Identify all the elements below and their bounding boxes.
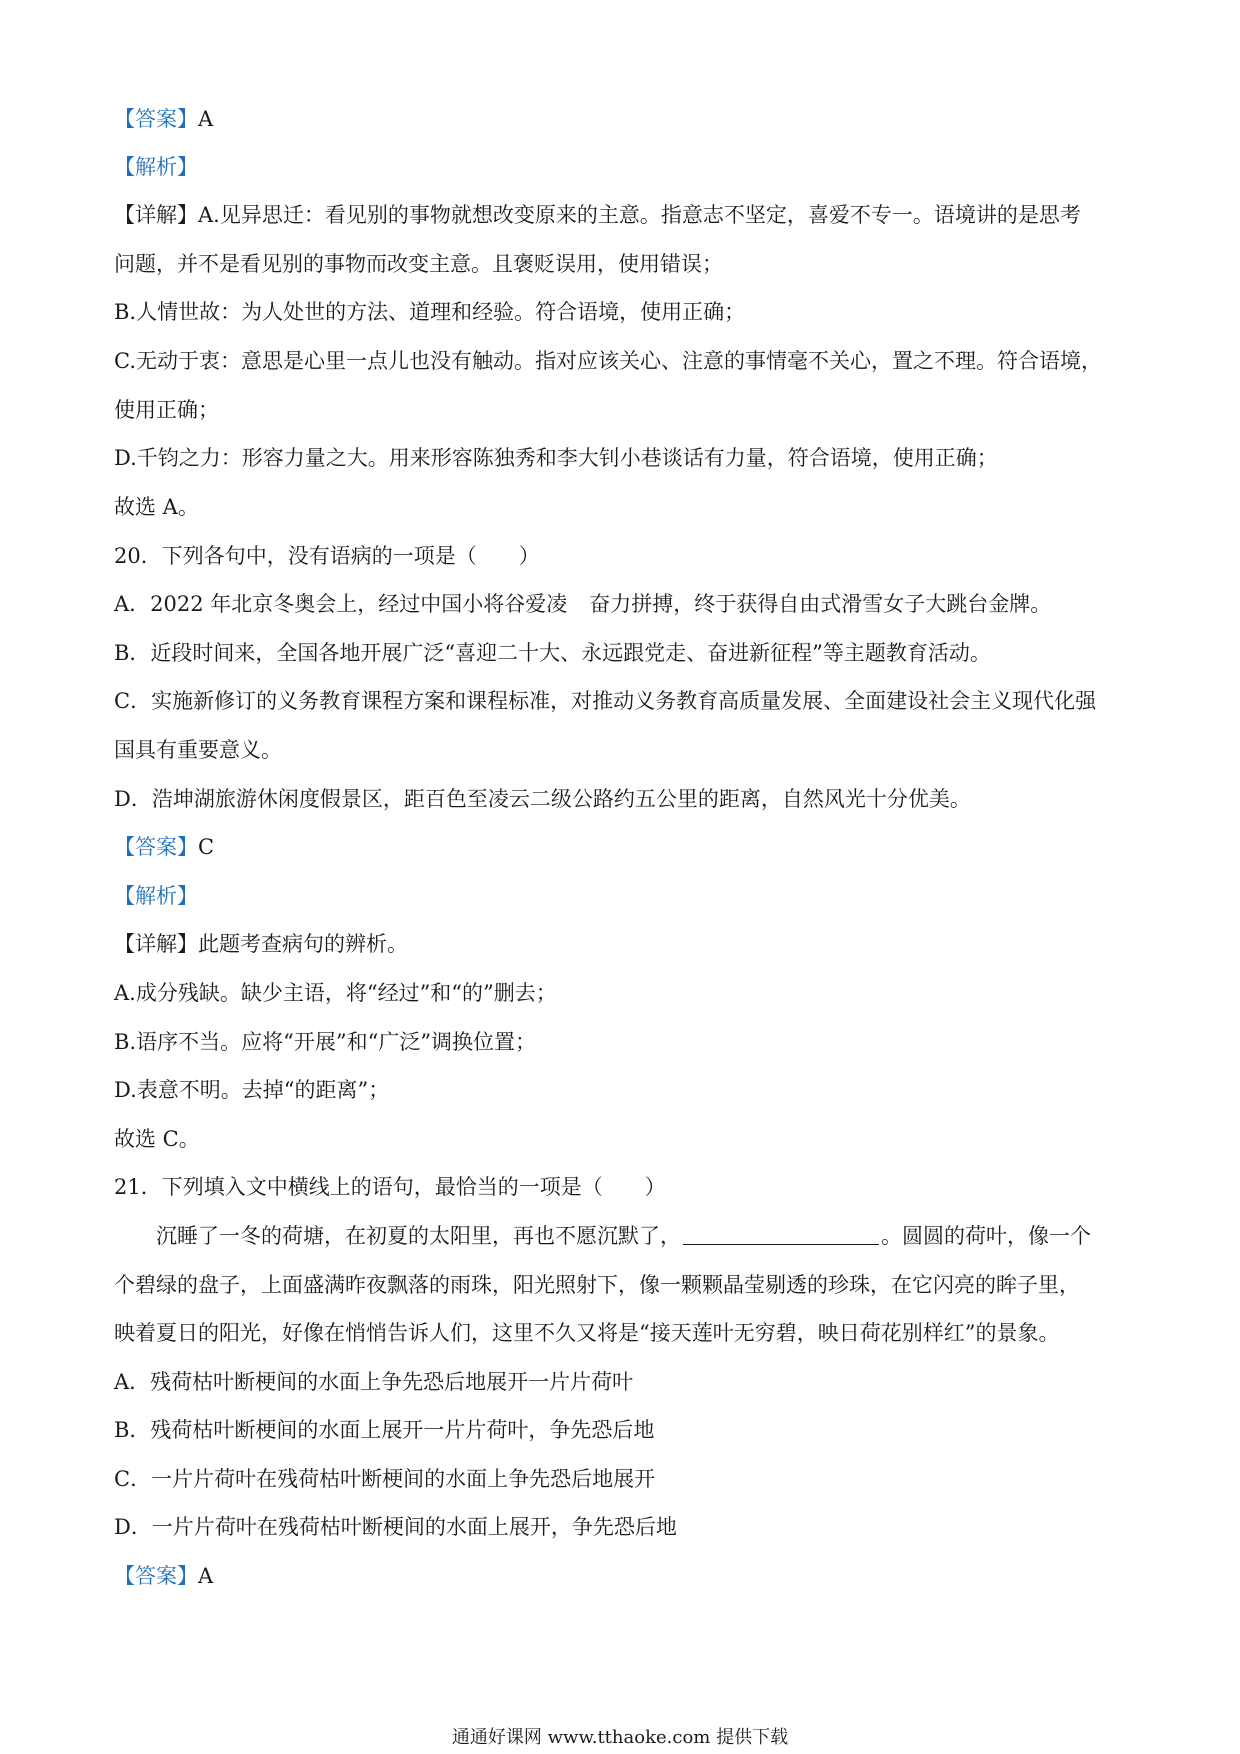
passage-text-after-blank: 。圆圆的荷叶，像一个 (881, 1224, 1091, 1248)
q21-passage-line-3: 映着夏日的阳光，好像在悄悄告诉人们，这里不久又将是“接天莲叶无穷碧，映日荷花别样红”的景象。 (114, 1321, 1060, 1345)
detail-intro-text: 此题考查病句的辨析。 (198, 932, 408, 956)
q20-detail-intro (114, 929, 1132, 959)
q19-detail-line-1 (114, 200, 1132, 230)
answer-value: C (198, 835, 215, 859)
q19-detail-line-4: C.无动于衷：意思是心里一点儿也没有触动。指对应该关心、注意的事情毫不关心，置之不理。符合语境， (114, 349, 1102, 373)
q20-option-b: B．近段时间来，全国各地开展广泛“喜迎二十大、永远跟党走、奋进新征程”等主题教育活动。 (114, 641, 991, 665)
detail-label: 【详解】 (114, 932, 198, 956)
q20-analysis-label: 【解析】 (114, 884, 198, 908)
q21-passage-line-2: 个碧绿的盘子，上面盛满昨夜飘落的雨珠，阳光照射下，像一颗颗晶莹剔透的珍珠，在它闪亮的眸子里， (114, 1273, 1080, 1297)
q20-option-a (114, 589, 1132, 619)
answer-label: 【答案】 (114, 1564, 198, 1588)
passage-text-before-blank: 沉睡了一冬的荷塘，在初夏的太阳里，再也不愿沉默了， (156, 1224, 681, 1248)
q19-detail-line-3: B.人情世故：为人处世的方法、道理和经验。符合语境，使用正确； (114, 300, 746, 324)
q21-option-c: C．一片片荷叶在残荷枯叶断梗间的水面上争先恐后地展开 (114, 1467, 656, 1491)
q20-stem: 20．下列各句中，没有语病的一项是（ ） (114, 544, 540, 568)
q21-stem: 21．下列填入文中横线上的语句，最恰当的一项是（ ） (114, 1175, 666, 1199)
fill-in-blank (683, 1224, 879, 1245)
q20-option-d: D．浩坤湖旅游休闲度假景区，距百色至凌云二级公路约五公里的距离，自然风光十分优美。 (114, 787, 971, 811)
page-footer: 通通好课网 www.tthaoke.com 提供下载 (451, 1727, 789, 1748)
answer-value: A (198, 107, 214, 131)
q20-option-c-line-1: C．实施新修订的义务教育课程方案和课程标准，对推动义务教育高质量发展、全面建设社会主义现代化强 (114, 689, 1097, 713)
q20-detail-line-2: B.语序不当。应将“开展”和“广泛”调换位置； (114, 1030, 537, 1054)
answer-label: 【答案】 (114, 107, 198, 131)
q21-option-d: D．一片片荷叶在残荷枯叶断梗间的水面上展开，争先恐后地 (114, 1515, 677, 1539)
q20-detail-line-1: A.成分残缺。缺少主语，将“经过”和“的”删去； (114, 981, 557, 1005)
q20-detail-line-3: D.表意不明。去掉“的距离”； (114, 1078, 390, 1102)
q21-option-a: A．残荷枯叶断梗间的水面上争先恐后地展开一片片荷叶 (114, 1370, 634, 1394)
q20-detail-line-4: 故选 C。 (114, 1127, 200, 1151)
answer-label: 【答案】 (114, 835, 198, 859)
q19-detail-line-6: D.千钧之力：形容力量之大。用来形容陈独秀和李大钊小巷谈话有力量，符合语境，使用正确； (114, 446, 998, 470)
q19-detail-line-2: 问题，并不是看见别的事物而改变主意。且褒贬误用，使用错误； (114, 252, 723, 276)
option-a-text-2: 奋力拼搏，终于获得自由式滑雪女子大跳台金牌。 (589, 592, 1052, 616)
q21-passage-line-1 (156, 1221, 1132, 1251)
q19-detail-line-5: 使用正确； (114, 398, 219, 422)
option-a-text-1: A．2022 年北京冬奥会上，经过中国小将谷爱凌 (114, 592, 568, 616)
detail-text: A.见异思迁：看见别的事物就想改变原来的主意。指意志不坚定，喜爱不专一。语境讲的是思考 (198, 203, 1081, 227)
q20-answer (114, 832, 1132, 862)
detail-label: 【详解】 (114, 203, 198, 227)
q20-option-c-line-2: 国具有重要意义。 (114, 738, 282, 762)
answer-value: A (198, 1564, 214, 1588)
q19-analysis-label: 【解析】 (114, 155, 198, 179)
q21-answer (114, 1561, 1132, 1591)
q19-answer (114, 104, 1132, 134)
q19-detail-line-7: 故选 A。 (114, 495, 199, 519)
q21-option-b: B．残荷枯叶断梗间的水面上展开一片片荷叶，争先恐后地 (114, 1418, 655, 1442)
